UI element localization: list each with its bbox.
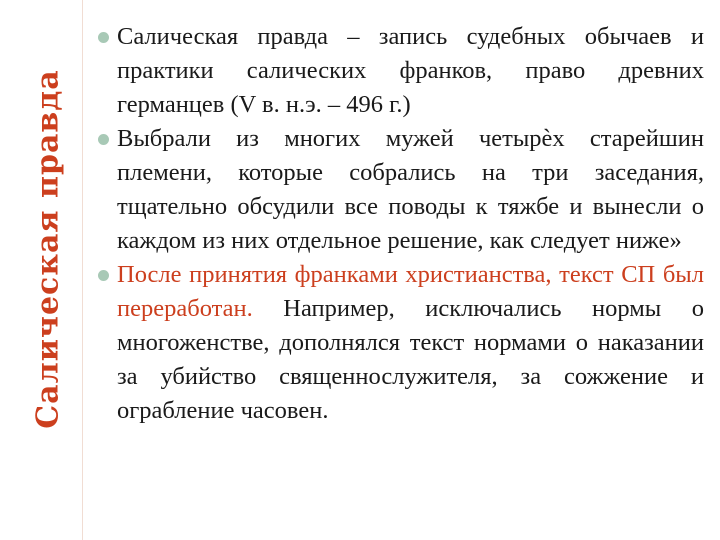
bullet-text: Например, исключались нормы о многоженстве, дополнялся текст нормами о наказании за убийство священнослужителя, за сожжение и ограбление часовен. xyxy=(117,295,704,424)
bullet-dot-icon xyxy=(98,32,109,43)
vertical-divider xyxy=(82,0,83,540)
bullet-list xyxy=(96,20,704,428)
bullet-text: Салическая правда – запись судебных обычаев и практики салических франков, право древних германцев (V в. н.э. – 496 г.) xyxy=(117,23,704,118)
side-title-panel xyxy=(0,0,82,540)
bullet-highlight-text: После принятия франками христианства, текст СП был переработан. xyxy=(117,261,704,322)
bullet-item-elders xyxy=(96,122,704,258)
bullet-item-christianity xyxy=(96,258,704,428)
slide-content xyxy=(96,20,704,428)
slide-title: Салическая правда xyxy=(30,69,66,429)
bullet-dot-icon xyxy=(98,134,109,145)
bullet-dot-icon xyxy=(98,270,109,281)
bullet-item-definition xyxy=(96,20,704,122)
bullet-text: Выбрали из многих мужей четырѐх старейшин племени, которые собрались на три заседания, тщательно обсудили все поводы к тяжбе и вынесли о каждом из них отдельное решение, как следует ниже» xyxy=(117,125,704,254)
